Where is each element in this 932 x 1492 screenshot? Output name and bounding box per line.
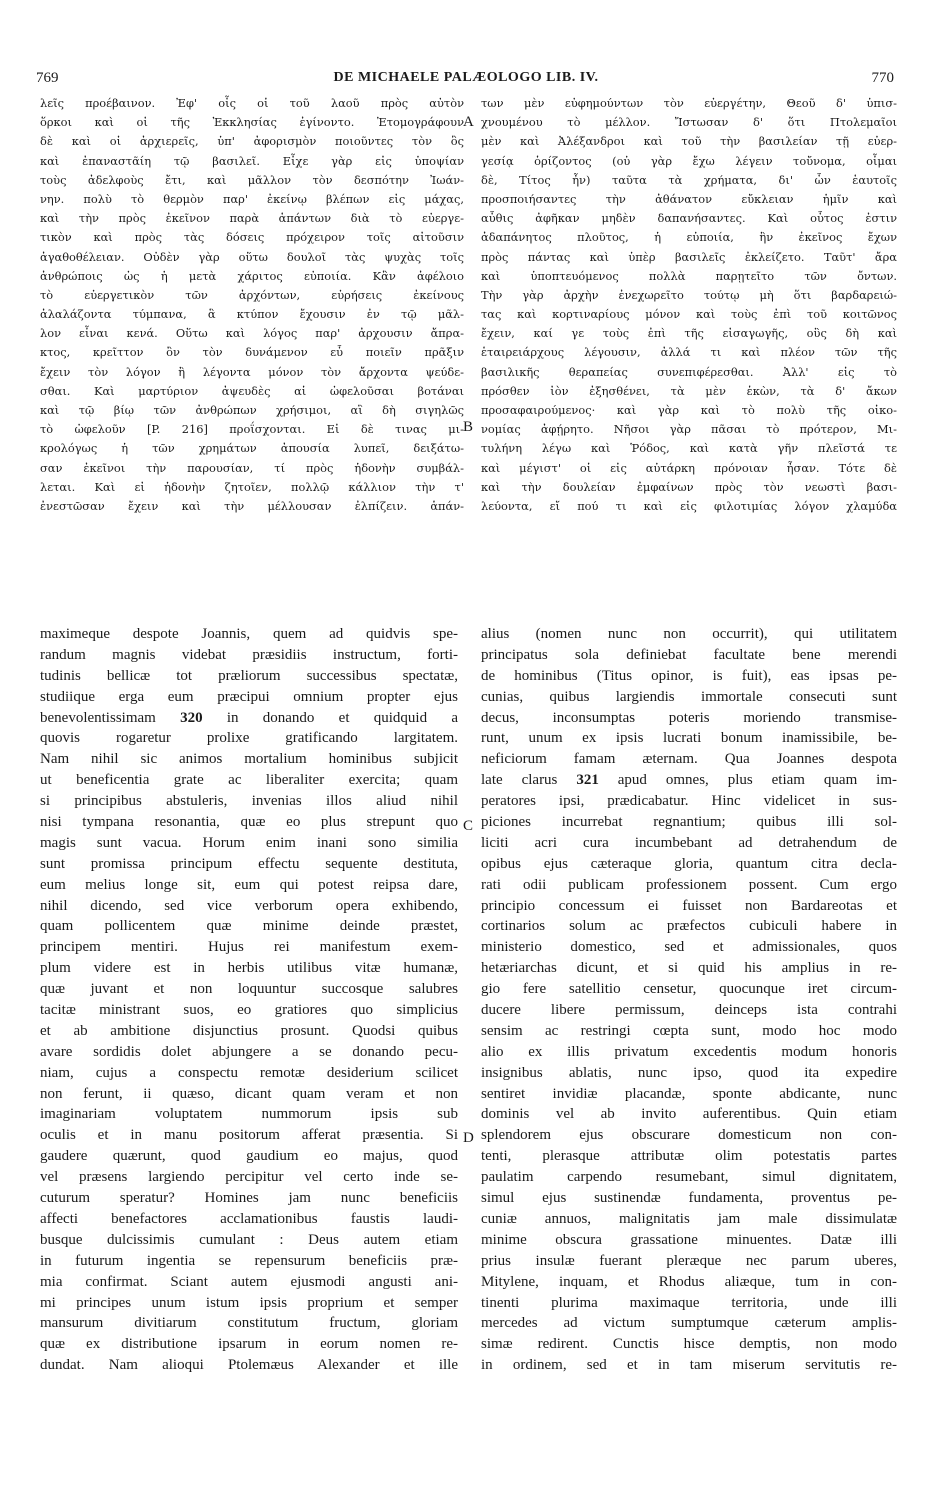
greek-text-line: προσποιήσαντες τὴν ἀθάνατον εὔκλειαν ἡμῖν καὶ <box>481 191 897 206</box>
latin-text-line: minime obscura grassatione minuentes. Datæ illi <box>481 1231 897 1248</box>
latin-text-line: hetæriarchas dicunt, et si quid his amplius in re- <box>481 960 897 977</box>
latin-text-line: ut beneficentia grate ac liberaliter exercita; quam <box>40 772 458 789</box>
latin-text-line: principem mentiri. Hujus rei manifestum exem- <box>40 939 458 956</box>
latin-text-line: vel præsens largiendo percipitur vel certo inde se- <box>40 1169 458 1186</box>
greek-text-line: ἀνθρώποις ὡς ἡ μετὰ χάριτος εὐποιία. Κἂν ἀφέλοιο <box>40 268 464 283</box>
latin-text-line: gio fere satellitio censetur, quocunque iret circum- <box>481 981 897 998</box>
latin-text-line: runt, unum ex ipsis lucrati bonum inamissibile, be- <box>481 730 897 747</box>
latin-text-line: randum magnis videbat præsidiis instructum, forti- <box>40 646 458 663</box>
greek-text-line: προσαφαιρούμενος· καὶ γὰρ καὶ τὸ πολὺ τῆς οἰκο- <box>481 403 897 417</box>
latin-text-line: magis sunt vacua. Horum enim inani sono similia <box>40 834 458 851</box>
latin-text-line: alius (nomen nunc non occurrit), qui utilitatem <box>481 626 897 642</box>
folio-number: 321 <box>576 772 599 789</box>
latin-text-line: quam pollicentem quæ minime deinde præstet, <box>40 918 458 935</box>
latin-text-line: eum melius longe sit, eum qui potest reipsa dare, <box>40 876 458 893</box>
greek-text-line: καὶ ὑποπτευόμενος πολλὰ παρῃτεῖτο τῶν ὄντων. <box>481 268 897 283</box>
greek-text-line: τυλήνη λέγω καὶ Ῥόδος, καὶ κατὰ γῆν πλεῖστά τε <box>481 441 897 456</box>
latin-text-line: cortinarios solum ac præfectos cubiculi habere in <box>481 918 897 935</box>
page-number-left: 769 <box>36 70 59 86</box>
margin-mark-d: D <box>463 1130 474 1146</box>
latin-text-line: ministerio domestico, sed et admissionales, quos <box>481 939 897 956</box>
latin-text-line: et ab ambitione disjunctius prosunt. Quodsi quibus <box>40 1022 458 1039</box>
greek-text-line: ὅρκοι καὶ οἱ τῆς Ἐκκλησίας ἐγίνοντο. Ἐτομογράφουν <box>40 115 464 130</box>
latin-text-line: mia confirmat. Sciant autem ejusmodi angusti ani- <box>40 1273 458 1290</box>
greek-text-line: ἔχειν τὸν λόγον ἢ λέγοντα μόνον τὸν ἄρχοντα ψεύδε- <box>40 364 464 379</box>
latin-text-line: quæ ex distributione ipsarum in eorum nomen re- <box>40 1336 458 1353</box>
latin-text-line: prius insulæ fuerant pleræque nec parum uberes, <box>481 1252 897 1269</box>
latin-text-line: imaginariam voluptatem nummorum ipsis sub <box>40 1106 458 1123</box>
greek-text-line: καὶ τῷ βίῳ τῶν ἀνθρώπων χρήσιμοι, αἳ δὴ σιγηλῶς <box>40 403 464 417</box>
latin-text-line: tinenti plurima maximaque territoria, unde illi <box>481 1294 897 1311</box>
greek-text-line: των μὲν εὐφημούντων τὸν εὐεργέτην, Θεοῦ δ' ὑπισ- <box>481 96 897 110</box>
greek-text-line: μὲν καὶ Ἀλέξανδροι καὶ τοῦ τὴν βασιλείαν τῇ εὐερ- <box>481 134 897 149</box>
latin-text-line: late clarus 321 apud omnes, plus etiam quam im- <box>481 772 897 789</box>
latin-text-line: cuturum speratur? Homines jam nunc beneficiis <box>40 1190 458 1207</box>
latin-text-line: Mitylene, inquam, et Rhodus aliæque, tum in con- <box>481 1273 897 1290</box>
latin-text-line: quæ juvant et non loquuntur succosque salubres <box>40 981 458 998</box>
running-header <box>0 70 932 94</box>
greek-column-right <box>481 94 897 516</box>
greek-text-line: ἀλαλάζοντα τύμπανα, ἃ κτύπον ἔχουσιν ἐν τῷ μᾶλ- <box>40 307 464 322</box>
page-number-right: 770 <box>871 70 894 86</box>
greek-text-line: δὲ, Τίτος ἦν) ταῦτα τὰ χρήματα, δι' ὧν ἑαυτοῖς <box>481 172 897 187</box>
latin-text-line: in ordinem, sed et in tam miserum servitutis re- <box>481 1357 897 1374</box>
latin-text-line: principatus sola definiebat facultate bene merendi <box>481 646 897 663</box>
latin-text-line: maximeque despote Joannis, quem ad quidvis spe- <box>40 626 458 642</box>
greek-text-line: γεσίᾳ ὁρίζοντος (οὐ γὰρ ἔχω λέγειν τοὔνομα, οἶμαι <box>481 153 897 168</box>
latin-text-line: neficiorum famam æternam. Qua Joannes despota <box>481 751 897 768</box>
latin-text-line: decus, inconsumptas poteris moriendo transmise- <box>481 709 897 726</box>
greek-text-line: ἀδαπάνητος πλοῦτος, ἡ εὐποιία, ἣν ἐκεῖνος ἔχων <box>481 230 897 245</box>
latin-text-line: tacitæ ministrant suos, eo gratiores quo simplicius <box>40 1002 458 1019</box>
latin-text-line: splendorem ejus obscurare domesticum non con- <box>481 1127 897 1144</box>
latin-text-line: opibus ejus cæteraque gloria, quantum citra decla- <box>481 855 897 872</box>
greek-text-line: πρόσθεν ἰὸν ἐξησθένει, τὰ μὲν ἑκὼν, τὰ δ' ἄκων <box>481 383 897 398</box>
greek-text-line: νομίας ἀφῄρητο. Νῆσοι γὰρ πᾶσαι τὸ πρότερον, Μι- <box>481 422 897 437</box>
greek-text-line: ἀγαθοθέλειαν. Οὐδὲν γὰρ οὕτω δουλοῖ τὰς ψυχὰς τοῖς <box>40 249 464 264</box>
latin-text-line: rati odii publicam professionem possent. Cum ergo <box>481 876 897 893</box>
latin-text-line: Nam nihil sic animos mortalium hominibus subjicit <box>40 751 458 768</box>
greek-text-line: σθαι. Καὶ μαρτύριον ἀψευδὲς αἱ ὠφελοῦσαι βοτάναι <box>40 383 464 398</box>
latin-text-line: nisi tympana resonantia, quæ eo plus strepunt quo <box>40 814 458 831</box>
latin-text-line: principio concessum ei fuisset non Bardareotas et <box>481 897 897 914</box>
latin-column-right <box>481 624 897 1376</box>
latin-text-line: mercedes ad victum sumptumque cæterum amplis- <box>481 1315 897 1332</box>
margin-mark-c: C <box>463 818 474 834</box>
latin-text-line: quovis rogaretur prolixe gratificando largitatem. <box>40 730 458 747</box>
folio-number: 320 <box>180 709 203 726</box>
greek-text-line: χνουμένου τὸ μέλλον. Ἴστωσαν δ' ὅτι Πτολεμαῖοι <box>481 115 897 130</box>
greek-text-line: λον εἶναι κενά. Οὕτω καὶ λόγος παρ' ἀρχουσιν ἄπρα- <box>40 326 464 341</box>
greek-text-line: τας καὶ κορτιναρίους μόνον καὶ τοὺς ἐπὶ τοῦ κοιτῶνος <box>481 307 897 322</box>
greek-text-line: σαν ἐκεῖνοι τὴν παρουσίαν, τί πρὸς ἡδονὴν συμβάλ- <box>40 460 464 475</box>
greek-text-line: δὲ καὶ οἱ ἀρχιερεῖς, ὑπ' ἀφορισμὸν ποιοῦντες τὸν ὃς <box>40 134 464 149</box>
greek-text-line: Τὴν γὰρ ἀρχὴν ἐνεχωρεῖτο τούτῳ μὴ ὅτι βαρδαρειώ- <box>481 287 897 302</box>
latin-text-line: gaudere quærunt, quod gaudium eo majus, quod <box>40 1148 458 1165</box>
latin-text-line: dominis vel ab invito auferentibus. Quin etiam <box>481 1106 897 1123</box>
greek-text-line: κτος, κρεῖττον ὂν τὸν δυνάμενον εὖ ποιεῖν πρᾶξιν <box>40 345 464 360</box>
greek-text-line: τὸ εὐεργετικὸν τῶν ἀρχόντων, εὑρήσεις ἐκείνους <box>40 287 464 302</box>
latin-text-line: busque dulcissimis cumulant : Deus autem etiam <box>40 1231 458 1248</box>
greek-text-line: τοὺς ἀδελφοὺς ἔτι, καὶ μᾶλλον τὸν δεσπότην Ἰωάν- <box>40 172 464 187</box>
latin-text-line: plum videre est in herbis utilibus vitæ humanæ, <box>40 960 458 977</box>
latin-text-line: nihil dicendo, sed vice verborum opera exhibendo, <box>40 897 458 914</box>
latin-text-line: sentiret invidiæ placandæ, sponte abdicante, nunc <box>481 1085 897 1102</box>
latin-text-line: oculis et in manu positorum afferat præsentia. Si <box>40 1127 458 1144</box>
latin-text-line: in futurum ingentia se repensurum beneficiis præ- <box>40 1252 458 1269</box>
latin-text-line: dundat. Nam alioqui Ptolemæus Alexander et ille <box>40 1357 458 1374</box>
greek-text-line: καὶ τὴν δουλείαν ἐμφαίνων πρὸς τὸν νεωστὶ βασι- <box>481 479 897 494</box>
latin-text-line: ducere libere permissum, deinceps ista contrahi <box>481 1002 897 1019</box>
greek-text-line: αὖθις ἀφῆκαν μηδὲν δαπανήσαντες. Καὶ οὗτος ἐστιν <box>481 211 897 226</box>
latin-text-line: tenti, plerasque attributæ olim potestatis partes <box>481 1148 897 1165</box>
latin-text-line: avare sordidis dolet abjungere a se donando pecu- <box>40 1043 458 1060</box>
greek-text-line: ἔχειν, καί γε τοὺς ἐπὶ τῆς εἰσαγωγῆς, οὓς δὴ καὶ <box>481 326 897 341</box>
greek-text-line: νην. πολὺ τὸ θερμὸν παρ' ἐκείνῳ βλέπων εἰς μάχας, <box>40 191 464 206</box>
latin-text-line: si principibus abstuleris, invenias illos aliud nihil <box>40 793 458 810</box>
greek-text-line: ἑταιρειάρχους λέγουσιν, ἀλλά τι καὶ πλέον τῶν τῆς <box>481 345 897 360</box>
greek-text-line: βασιλικῆς θεραπείας συνεπιφέρεσθαι. Ἀλλ' εἰς τὸ <box>481 364 897 379</box>
latin-text-line: peratores ipsi, prædicabatur. Hinc videlicet in sus- <box>481 793 897 810</box>
latin-text-line: tudinis bellicæ tot præliorum successibus spectatæ, <box>40 667 458 684</box>
latin-text-line: non ferunt, ii quæso, dicant quam veram et non <box>40 1085 458 1102</box>
latin-text-line: insignibus ablatis, nunc ipso, quod ita expedire <box>481 1064 897 1081</box>
latin-text-line: mi principes unum istum ipsis proprium et semper <box>40 1294 458 1311</box>
greek-text-line: λεται. Καὶ εἰ ἡδονὴν ζητοῖεν, πολλῷ κάλλιον τὴν τ' <box>40 479 464 494</box>
greek-text-line: λεῖς προέβαινον. Ἐφ' οἷς οἱ τοῦ λαοῦ πρὸς αὐτὸν <box>40 96 464 110</box>
greek-column-left <box>40 94 464 516</box>
greek-text-line: καὶ ἐπαναστᾶίη τῷ βασιλεῖ. Εἶχε γὰρ εἰς ὑποψίαν <box>40 153 464 168</box>
latin-text-line: simul ejus sustinendæ fundamenta, proventus pe- <box>481 1190 897 1207</box>
latin-text-line: cunias, quibus largiendis immortale consecuti sunt <box>481 688 897 705</box>
margin-mark-a: A <box>463 114 474 130</box>
latin-text-line: niam, cujus a conspectu remotæ desiderium scilicet <box>40 1064 458 1081</box>
latin-text-line: benevolentissimam 320 in donando et quidquid a <box>40 709 458 726</box>
greek-text-line: λεύοντα, εἴ πού τι καὶ εἰς φιλοτιμίας λόγον χλαμύδα <box>481 498 897 513</box>
latin-text-line: sunt promissa principum effectu sequente destituta, <box>40 855 458 872</box>
latin-text-line: affecti benefactores acclamationibus faustis laudi- <box>40 1210 458 1227</box>
latin-text-line: cuniæ annuos, malignitatis jam male dissimulatæ <box>481 1210 897 1227</box>
latin-text-line: mansurum divitiarum constitutum fructum, gloriam <box>40 1315 458 1332</box>
greek-text-line: τικὸν καὶ πρὸς τὰς δόσεις πρόχειρον τοῖς αἰτοῦσιν <box>40 230 464 245</box>
latin-text-line: paulatim carpendo resumebant, simul dignitatem, <box>481 1169 897 1186</box>
greek-text-line: καὶ τὴν πρὸς ἐκεῖνον παρὰ ἁπάντων διὰ τὸ εὐεργε- <box>40 211 464 226</box>
greek-text-line: τὸ ὠφελοῦν [P. 216] προΐσχονται. Εἰ δὲ τινας μι- <box>40 422 464 437</box>
greek-text-line: καὶ μέγιστ' οἱ εἰς αὐτάρκη πρόνοιαν ἦσαν. Τότε δὲ <box>481 460 897 475</box>
latin-text-line: de hominibus (Titus opinor, is fuit), eas ipsas pe- <box>481 667 897 684</box>
greek-text-line: κρολόγως ἡ τῶν χρημάτων ἀπουσία λυπεῖ, δειξάτω- <box>40 441 464 456</box>
running-title: DE MICHAELE PALÆOLOGO LIB. IV. <box>333 70 599 85</box>
greek-text-line: πρὸς πάντας καὶ ὑπὲρ βασιλεῖς ἐκλείζετο. Ταῦτ' ἄρα <box>481 249 897 264</box>
latin-column-left <box>40 624 458 1376</box>
greek-text-line: ἐνεστῶσαν ἔχειν καὶ τὴν μέλλουσαν ἐλπίζειν. ἁπάν- <box>40 498 464 513</box>
latin-text-line: piciones incurrebat regnantium; quibus illi sol- <box>481 814 897 831</box>
latin-text-line: studiique erga eum præcipui omnium propter ejus <box>40 688 458 705</box>
latin-text-line: simæ redirent. Cunctis hisce demptis, non modo <box>481 1336 897 1353</box>
latin-text-line: liciti acri cura incumbebant ad detrahendum de <box>481 834 897 851</box>
latin-text-line: alio ex illis privatum excedentis modum honoris <box>481 1043 897 1060</box>
latin-text-line: sensim ac restringi cœpta sunt, modo hoc modo <box>481 1022 897 1039</box>
margin-mark-b: B <box>463 419 474 435</box>
